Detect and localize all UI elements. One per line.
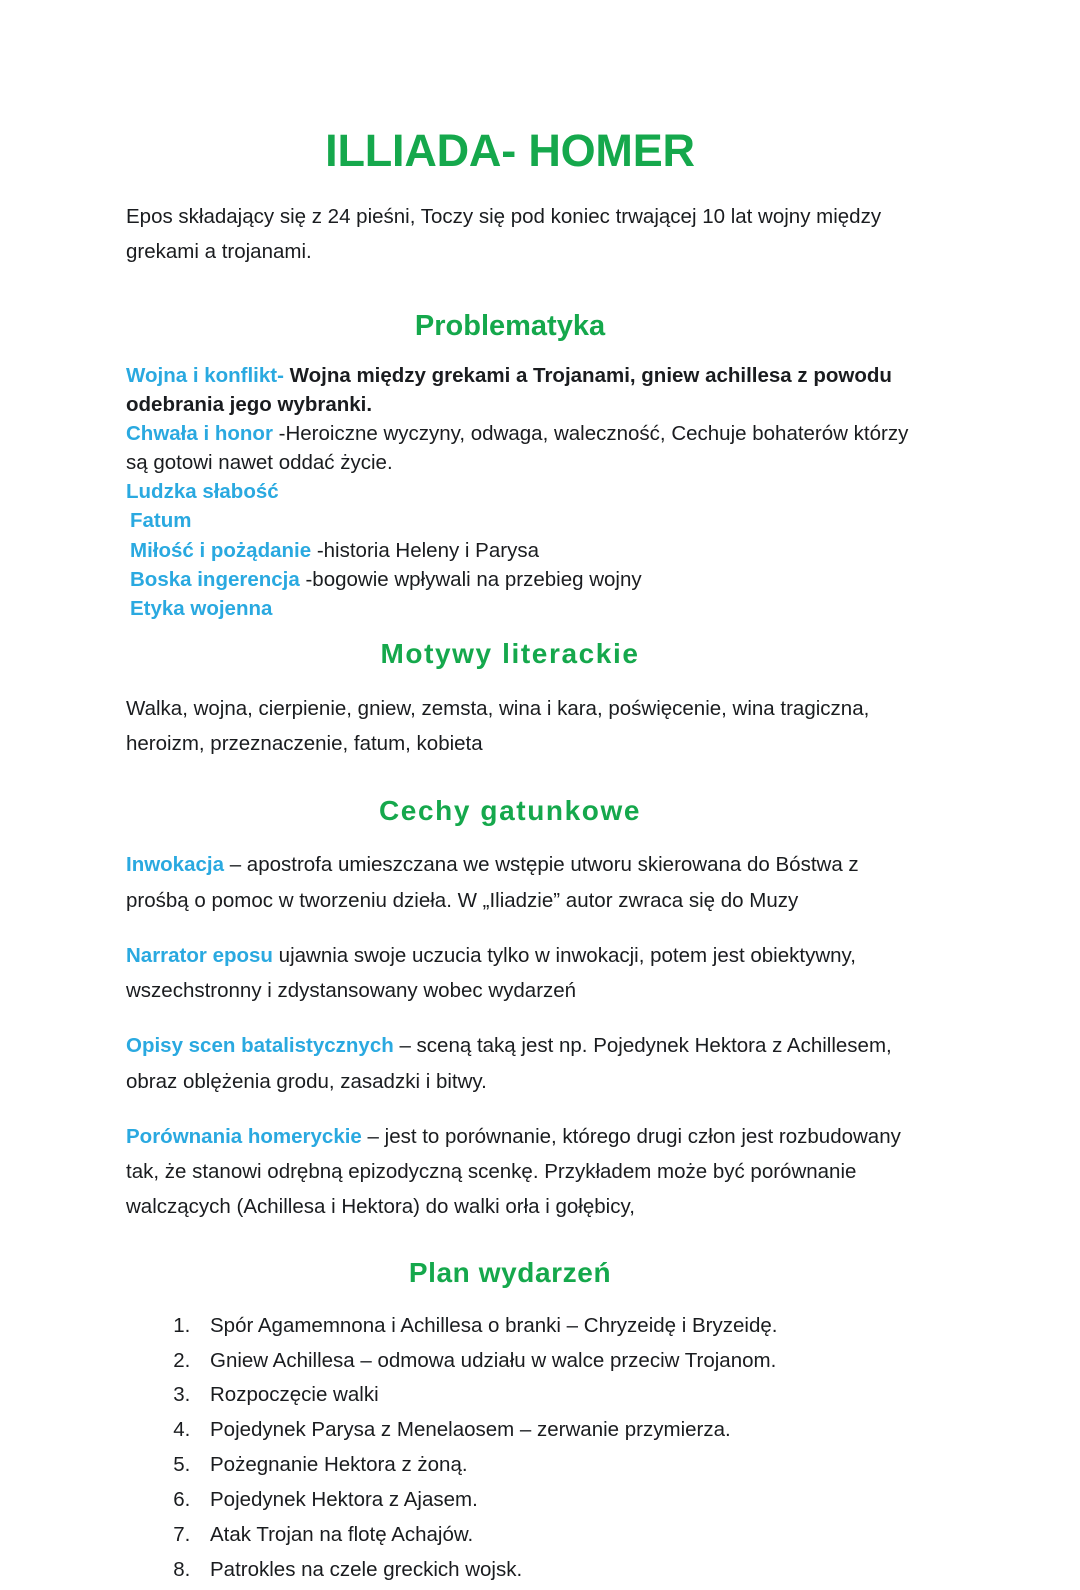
cechy-paragraph <box>126 847 916 918</box>
motywy-paragraph: Walka, wojna, cierpienie, gniew, zemsta, wina i kara, poświęcenie, wina tragiczna, heroizm, przeznaczenie, fatum, kobieta <box>126 696 870 756</box>
problematyka-item <box>126 594 930 623</box>
list-item: 4. Pojedynek Parysa z Menelaosem – zerwanie przymierza. <box>196 1415 916 1445</box>
problematyka-item-label: Fatum <box>130 509 192 533</box>
problematyka-item <box>126 361 926 419</box>
cechy-paragraph <box>126 938 916 1009</box>
problematyka-item-text: -Heroiczne wyczyny, odwaga, waleczność, Cechuje bohaterów którzy są gotowi nawet oddać życie. <box>126 422 909 475</box>
problematyka-item-text: -bogowie wpływali na przebieg wojny <box>299 567 642 591</box>
cechy-item-label: Opisy scen batalistycznych <box>126 1034 394 1058</box>
list-item: 2. Gniew Achillesa – odmowa udziału w walce przeciw Trojanom. <box>196 1346 916 1376</box>
list-item: 7. Atak Trojan na flotę Achajów. <box>196 1520 916 1550</box>
list-item: 3. Rozpoczęcie walki <box>196 1380 916 1410</box>
problematyka-item-label: Etyka wojenna <box>130 596 273 620</box>
cechy-item-text: – sceną taką jest np. Pojedynek Hektora z Achillesem, obraz oblężenia grodu, zasadzki i bitwy. <box>126 1034 892 1093</box>
problematyka-item-text: Wojna między grekami a Trojanami, gniew achillesa z powodu odebrania jego wybranki. <box>126 363 892 416</box>
problematyka-item-label: Ludzka słabość <box>126 480 279 504</box>
document-content <box>126 0 916 1590</box>
list-item: 1. Spór Agamemnona i Achillesa o branki – Chryzeidę i Bryzeidę. <box>196 1311 916 1341</box>
section-heading-plan: Plan wydarzeń <box>408 1256 612 1288</box>
problematyka-item-label: Miłość i pożądanie <box>130 538 312 562</box>
problematyka-item <box>126 506 930 535</box>
section-heading-motywy: Motywy literackie <box>380 637 640 669</box>
cechy-paragraph <box>126 1028 916 1099</box>
problematyka-item <box>126 419 926 477</box>
cechy-item-text: – apostrofa umieszczana we wstępie utworu skierowana do Bóstwa z prośbą o pomoc w tworzeniu dzieła. W „Iliadzie” autor zwraca się do Muzy <box>126 853 859 912</box>
section-heading-cechy: Cechy gatunkowe <box>378 795 642 827</box>
cechy-item-label: Narrator eposu <box>126 943 273 967</box>
problematyka-item <box>126 536 930 565</box>
problematyka-item-label: Wojna i konflikt- <box>126 363 284 387</box>
list-item: 6. Pojedynek Hektora z Ajasem. <box>196 1485 916 1515</box>
problematyka-item <box>126 477 926 506</box>
section-heading-problematyka: Problematyka <box>414 309 606 342</box>
problematyka-list <box>126 344 916 623</box>
problematyka-item-text: -historia Heleny i Parysa <box>311 538 539 562</box>
motywy-body <box>126 671 916 762</box>
cechy-item-text: ujawnia swoje uczucia tylko w inwokacji, potem jest obiektywny, wszechstronny i zdystansowany wobec wydarzeń <box>126 943 856 1003</box>
cechy-item-text: – jest to porównanie, którego drugi człon jest rozbudowany tak, że stanowi odrębną epizodyczną scenkę. Przykładem może być porównanie walczących (Achillesa i Hektora) do walki orła i gołębicy, <box>126 1124 901 1219</box>
list-item: 8. Patrokles na czele greckich wojsk. <box>196 1555 916 1585</box>
cechy-paragraph <box>126 1119 916 1225</box>
problematyka-item-label: Boska ingerencja <box>130 567 300 591</box>
cechy-item-label: Inwokacja <box>126 853 224 877</box>
problematyka-item-label: Chwała i honor <box>126 422 273 446</box>
page-title: ILLIADA- HOMER <box>325 125 695 176</box>
cechy-item-label: Porównania homeryckie <box>126 1124 362 1148</box>
plan-wydarzen-list <box>126 1290 916 1585</box>
list-item: 5. Pożegnanie Hektora z żoną. <box>196 1450 916 1480</box>
problematyka-item <box>126 565 930 594</box>
intro-paragraph: Epos składający się z 24 pieśni, Toczy się pod koniec trwającej 10 lat wojny między grekami a trojanami. <box>126 205 882 264</box>
cechy-body <box>126 828 916 1224</box>
